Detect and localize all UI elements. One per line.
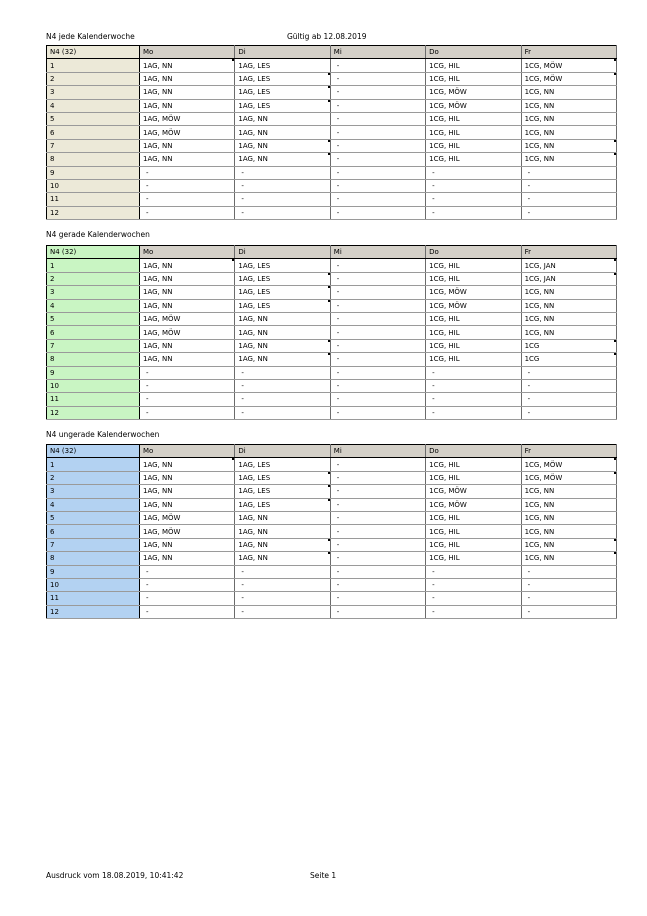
period-number-cell: 1 bbox=[47, 458, 140, 471]
table-cell: 1AG, NN bbox=[140, 498, 235, 511]
period-number-cell: 6 bbox=[47, 525, 140, 538]
table-cell: 1CG, MÖW bbox=[426, 286, 521, 299]
table-cell: - bbox=[521, 193, 616, 206]
table-cell: 1CG, NN bbox=[521, 485, 616, 498]
period-number-cell: 9 bbox=[47, 166, 140, 179]
table-row bbox=[47, 139, 617, 152]
table-row bbox=[47, 179, 617, 192]
period-number-cell: 5 bbox=[47, 312, 140, 325]
table-row bbox=[47, 498, 617, 511]
table-cell: - bbox=[235, 206, 330, 219]
table-cell: 1CG, NN bbox=[521, 99, 616, 112]
table-cell: 1AG, NN bbox=[140, 353, 235, 366]
table-cell: 1CG, HIL bbox=[426, 112, 521, 125]
table-row bbox=[47, 206, 617, 219]
table-row bbox=[47, 538, 617, 551]
period-number-cell: 5 bbox=[47, 511, 140, 524]
table-cell: 1CG, NN bbox=[521, 139, 616, 152]
table-cell: - bbox=[426, 393, 521, 406]
table-cell: 1AG, LES bbox=[235, 471, 330, 484]
column-header: Do bbox=[426, 246, 521, 259]
table-cell: - bbox=[235, 393, 330, 406]
table-cell: - bbox=[330, 272, 425, 285]
table-cell: 1CG, HIL bbox=[426, 339, 521, 352]
column-header: Di bbox=[235, 246, 330, 259]
table-cell: - bbox=[330, 393, 425, 406]
page-number: Seite 1 bbox=[310, 871, 337, 880]
table-row bbox=[47, 511, 617, 524]
table-cell: - bbox=[235, 592, 330, 605]
schedule-table-odd-weeks bbox=[46, 444, 617, 619]
table-cell: 1AG, NN bbox=[235, 139, 330, 152]
table-cell: 1AG, NN bbox=[140, 485, 235, 498]
table-cell: 1AG, LES bbox=[235, 59, 330, 72]
column-header: Mi bbox=[330, 246, 425, 259]
table-cell: - bbox=[330, 565, 425, 578]
table-cell: 1CG, HIL bbox=[426, 153, 521, 166]
table-cell: - bbox=[521, 166, 616, 179]
table-row bbox=[47, 339, 617, 352]
table-cell: 1AG, LES bbox=[235, 259, 330, 272]
table-cell: - bbox=[330, 353, 425, 366]
table-cell: - bbox=[235, 565, 330, 578]
table-cell: - bbox=[235, 166, 330, 179]
table-cell: 1CG, MÖW bbox=[521, 59, 616, 72]
table-cell: 1CG bbox=[521, 353, 616, 366]
column-header: Fr bbox=[521, 445, 616, 458]
table-row bbox=[47, 126, 617, 139]
table-cell: 1CG, HIL bbox=[426, 312, 521, 325]
schedule-table bbox=[46, 45, 617, 220]
column-header: Mi bbox=[330, 445, 425, 458]
table-row bbox=[47, 299, 617, 312]
table-row bbox=[47, 379, 617, 392]
table-cell: 1CG, MÖW bbox=[426, 86, 521, 99]
period-number-cell: 12 bbox=[47, 206, 140, 219]
table-row bbox=[47, 565, 617, 578]
table-cell: - bbox=[426, 366, 521, 379]
table-cell: - bbox=[330, 605, 425, 618]
table-cell: - bbox=[426, 578, 521, 591]
table-cell: - bbox=[140, 592, 235, 605]
table-cell: - bbox=[330, 312, 425, 325]
table-cell: - bbox=[140, 166, 235, 179]
table-cell: 1CG, HIL bbox=[426, 59, 521, 72]
table-cell: 1CG, MÖW bbox=[426, 299, 521, 312]
table-cell: 1CG, NN bbox=[521, 326, 616, 339]
column-header: Mo bbox=[140, 445, 235, 458]
column-header: Do bbox=[426, 445, 521, 458]
table-cell: - bbox=[330, 326, 425, 339]
table-cell: - bbox=[140, 193, 235, 206]
table-cell: 1CG, MÖW bbox=[426, 99, 521, 112]
table-cell: - bbox=[330, 339, 425, 352]
table-cell: - bbox=[330, 112, 425, 125]
period-number-cell: 7 bbox=[47, 139, 140, 152]
table-cell: - bbox=[330, 538, 425, 551]
table-cell: 1AG, MÖW bbox=[140, 326, 235, 339]
table-cell: 1CG, HIL bbox=[426, 511, 521, 524]
table-cell: 1CG, NN bbox=[521, 498, 616, 511]
table-cell: 1CG, NN bbox=[521, 153, 616, 166]
table-cell: 1AG, NN bbox=[140, 458, 235, 471]
table-cell: - bbox=[426, 605, 521, 618]
table-cell: - bbox=[521, 393, 616, 406]
table-cell: - bbox=[330, 99, 425, 112]
table-cell: 1AG, MÖW bbox=[140, 525, 235, 538]
period-number-cell: 12 bbox=[47, 605, 140, 618]
schedule-table bbox=[46, 444, 617, 619]
table-cell: 1AG, LES bbox=[235, 72, 330, 85]
table-cell: 1AG, LES bbox=[235, 286, 330, 299]
table-cell: 1CG, NN bbox=[521, 299, 616, 312]
table-cell: - bbox=[235, 193, 330, 206]
table-cell: - bbox=[140, 393, 235, 406]
table-cell: 1CG, HIL bbox=[426, 552, 521, 565]
period-number-cell: 1 bbox=[47, 59, 140, 72]
table-cell: - bbox=[426, 592, 521, 605]
table-cell: 1AG, NN bbox=[140, 86, 235, 99]
column-header: Mo bbox=[140, 46, 235, 59]
period-number-cell: 3 bbox=[47, 485, 140, 498]
table-cell: - bbox=[140, 366, 235, 379]
table-cell: 1AG, NN bbox=[140, 153, 235, 166]
table-cell: 1CG bbox=[521, 339, 616, 352]
period-number-cell: 10 bbox=[47, 379, 140, 392]
valid-from-label: Gültig ab 12.08.2019 bbox=[287, 32, 367, 41]
table-cell: - bbox=[330, 166, 425, 179]
print-timestamp: Ausdruck vom 18.08.2019, 10:41:42 bbox=[46, 871, 184, 880]
table-cell: 1CG, NN bbox=[521, 538, 616, 551]
period-number-cell: 9 bbox=[47, 366, 140, 379]
table-cell: - bbox=[330, 485, 425, 498]
table-cell: - bbox=[330, 299, 425, 312]
table-row bbox=[47, 59, 617, 72]
table-row bbox=[47, 166, 617, 179]
table-row bbox=[47, 99, 617, 112]
table-cell: 1CG, HIL bbox=[426, 353, 521, 366]
table-cell: - bbox=[235, 379, 330, 392]
table-row bbox=[47, 259, 617, 272]
table-cell: 1AG, NN bbox=[140, 538, 235, 551]
table-row bbox=[47, 272, 617, 285]
table-row bbox=[47, 471, 617, 484]
table-cell: - bbox=[521, 406, 616, 419]
table-cell: 1AG, MÖW bbox=[140, 112, 235, 125]
table-cell: 1CG, HIL bbox=[426, 458, 521, 471]
table-cell: 1AG, NN bbox=[140, 471, 235, 484]
table-row bbox=[47, 286, 617, 299]
table-row bbox=[47, 592, 617, 605]
table-row bbox=[47, 193, 617, 206]
table-cell: 1AG, NN bbox=[235, 312, 330, 325]
table-cell: 1AG, NN bbox=[235, 126, 330, 139]
table-cell: - bbox=[330, 366, 425, 379]
table-cell: 1CG, NN bbox=[521, 86, 616, 99]
table-cell: - bbox=[330, 406, 425, 419]
table-cell: 1AG, LES bbox=[235, 299, 330, 312]
period-number-cell: 8 bbox=[47, 552, 140, 565]
table-cell: 1AG, NN bbox=[140, 59, 235, 72]
table-row bbox=[47, 112, 617, 125]
period-number-cell: 4 bbox=[47, 99, 140, 112]
period-number-cell: 7 bbox=[47, 339, 140, 352]
table-cell: 1AG, NN bbox=[140, 286, 235, 299]
table-cell: - bbox=[330, 153, 425, 166]
table-cell: 1CG, NN bbox=[521, 286, 616, 299]
table-cell: - bbox=[330, 126, 425, 139]
period-number-cell: 5 bbox=[47, 112, 140, 125]
table-cell: 1AG, NN bbox=[140, 99, 235, 112]
section-title-odd-weeks: N4 ungerade Kalenderwochen bbox=[46, 430, 160, 439]
table-cell: 1CG, NN bbox=[521, 112, 616, 125]
table-cell: - bbox=[330, 139, 425, 152]
period-number-cell: 4 bbox=[47, 498, 140, 511]
column-header: Fr bbox=[521, 46, 616, 59]
table-cell: 1AG, NN bbox=[235, 153, 330, 166]
table-cell: - bbox=[330, 498, 425, 511]
period-number-cell: 10 bbox=[47, 578, 140, 591]
table-cell: - bbox=[330, 206, 425, 219]
period-number-cell: 12 bbox=[47, 406, 140, 419]
period-number-cell: 10 bbox=[47, 179, 140, 192]
column-header: Mo bbox=[140, 246, 235, 259]
column-header: Do bbox=[426, 46, 521, 59]
table-cell: - bbox=[330, 458, 425, 471]
table-cell: 1CG, HIL bbox=[426, 326, 521, 339]
table-cell: - bbox=[140, 206, 235, 219]
column-header: N4 (32) bbox=[47, 46, 140, 59]
table-cell: - bbox=[235, 366, 330, 379]
column-header: Di bbox=[235, 445, 330, 458]
table-cell: - bbox=[521, 578, 616, 591]
table-header-row bbox=[47, 46, 617, 59]
table-cell: - bbox=[330, 592, 425, 605]
table-cell: - bbox=[235, 578, 330, 591]
table-cell: 1AG, LES bbox=[235, 86, 330, 99]
table-cell: - bbox=[330, 72, 425, 85]
table-cell: - bbox=[330, 525, 425, 538]
table-cell: 1CG, HIL bbox=[426, 126, 521, 139]
table-cell: 1AG, NN bbox=[140, 299, 235, 312]
period-number-cell: 2 bbox=[47, 471, 140, 484]
table-cell: 1AG, LES bbox=[235, 99, 330, 112]
table-cell: 1CG, NN bbox=[521, 126, 616, 139]
period-number-cell: 4 bbox=[47, 299, 140, 312]
period-number-cell: 3 bbox=[47, 86, 140, 99]
table-cell: - bbox=[426, 179, 521, 192]
table-cell: - bbox=[426, 193, 521, 206]
period-number-cell: 9 bbox=[47, 565, 140, 578]
table-cell: 1AG, LES bbox=[235, 272, 330, 285]
table-cell: 1AG, NN bbox=[140, 259, 235, 272]
table-row bbox=[47, 72, 617, 85]
table-row bbox=[47, 552, 617, 565]
table-cell: 1AG, NN bbox=[235, 552, 330, 565]
table-row bbox=[47, 86, 617, 99]
table-cell: 1AG, NN bbox=[235, 353, 330, 366]
table-cell: - bbox=[426, 166, 521, 179]
table-cell: 1CG, HIL bbox=[426, 471, 521, 484]
table-cell: 1CG, HIL bbox=[426, 538, 521, 551]
table-row bbox=[47, 326, 617, 339]
period-number-cell: 3 bbox=[47, 286, 140, 299]
section-title-even-weeks: N4 gerade Kalenderwochen bbox=[46, 230, 150, 239]
table-cell: 1AG, LES bbox=[235, 485, 330, 498]
table-cell: - bbox=[426, 206, 521, 219]
table-cell: 1AG, NN bbox=[235, 112, 330, 125]
table-row bbox=[47, 366, 617, 379]
table-cell: - bbox=[330, 286, 425, 299]
table-cell: - bbox=[426, 379, 521, 392]
table-cell: 1AG, NN bbox=[235, 511, 330, 524]
table-cell: 1CG, HIL bbox=[426, 525, 521, 538]
table-cell: - bbox=[235, 406, 330, 419]
period-number-cell: 6 bbox=[47, 126, 140, 139]
table-cell: 1AG, LES bbox=[235, 458, 330, 471]
table-cell: 1CG, JAN bbox=[521, 272, 616, 285]
table-cell: 1CG, MÖW bbox=[426, 498, 521, 511]
table-cell: - bbox=[521, 592, 616, 605]
table-header-row bbox=[47, 246, 617, 259]
table-cell: - bbox=[330, 193, 425, 206]
table-cell: 1CG, NN bbox=[521, 552, 616, 565]
table-cell: 1AG, LES bbox=[235, 498, 330, 511]
period-number-cell: 11 bbox=[47, 193, 140, 206]
table-cell: - bbox=[521, 206, 616, 219]
period-number-cell: 6 bbox=[47, 326, 140, 339]
table-cell: - bbox=[330, 471, 425, 484]
table-cell: 1CG, JAN bbox=[521, 259, 616, 272]
table-cell: 1CG, MÖW bbox=[521, 72, 616, 85]
table-header-row bbox=[47, 445, 617, 458]
section-title-weekly: N4 jede Kalenderwoche bbox=[46, 32, 135, 41]
table-cell: - bbox=[330, 59, 425, 72]
table-cell: - bbox=[140, 179, 235, 192]
column-header: Di bbox=[235, 46, 330, 59]
period-number-cell: 8 bbox=[47, 353, 140, 366]
column-header: Mi bbox=[330, 46, 425, 59]
table-cell: 1AG, NN bbox=[140, 552, 235, 565]
table-row bbox=[47, 312, 617, 325]
period-number-cell: 11 bbox=[47, 393, 140, 406]
table-cell: - bbox=[330, 179, 425, 192]
table-cell: 1CG, NN bbox=[521, 312, 616, 325]
table-cell: - bbox=[330, 578, 425, 591]
table-cell: - bbox=[426, 565, 521, 578]
table-cell: - bbox=[140, 578, 235, 591]
table-row bbox=[47, 485, 617, 498]
period-number-cell: 7 bbox=[47, 538, 140, 551]
period-number-cell: 11 bbox=[47, 592, 140, 605]
column-header: N4 (32) bbox=[47, 246, 140, 259]
period-number-cell: 2 bbox=[47, 72, 140, 85]
table-cell: - bbox=[521, 179, 616, 192]
table-cell: - bbox=[330, 86, 425, 99]
table-cell: 1CG, MÖW bbox=[521, 458, 616, 471]
table-cell: - bbox=[235, 179, 330, 192]
table-cell: 1AG, NN bbox=[140, 72, 235, 85]
schedule-table bbox=[46, 245, 617, 420]
table-cell: 1CG, HIL bbox=[426, 72, 521, 85]
column-header: Fr bbox=[521, 246, 616, 259]
table-cell: - bbox=[140, 379, 235, 392]
table-cell: 1AG, NN bbox=[140, 139, 235, 152]
table-cell: 1AG, NN bbox=[140, 272, 235, 285]
table-cell: 1CG, HIL bbox=[426, 139, 521, 152]
table-cell: - bbox=[140, 605, 235, 618]
table-cell: - bbox=[521, 605, 616, 618]
table-cell: - bbox=[140, 565, 235, 578]
table-cell: - bbox=[140, 406, 235, 419]
table-cell: - bbox=[330, 379, 425, 392]
table-row bbox=[47, 605, 617, 618]
table-cell: 1AG, MÖW bbox=[140, 126, 235, 139]
table-row bbox=[47, 353, 617, 366]
table-cell: 1CG, NN bbox=[521, 525, 616, 538]
table-cell: 1CG, HIL bbox=[426, 259, 521, 272]
table-cell: - bbox=[521, 565, 616, 578]
table-row bbox=[47, 458, 617, 471]
table-row bbox=[47, 406, 617, 419]
table-cell: 1AG, MÖW bbox=[140, 312, 235, 325]
table-cell: 1AG, NN bbox=[235, 525, 330, 538]
table-cell: - bbox=[521, 379, 616, 392]
schedule-table-weekly bbox=[46, 45, 617, 220]
table-cell: - bbox=[235, 605, 330, 618]
period-number-cell: 2 bbox=[47, 272, 140, 285]
column-header: N4 (32) bbox=[47, 445, 140, 458]
table-cell: - bbox=[330, 552, 425, 565]
table-cell: 1CG, MÖW bbox=[426, 485, 521, 498]
table-cell: 1AG, NN bbox=[140, 339, 235, 352]
table-cell: 1AG, NN bbox=[235, 538, 330, 551]
period-number-cell: 1 bbox=[47, 259, 140, 272]
table-cell: 1CG, NN bbox=[521, 511, 616, 524]
table-row bbox=[47, 153, 617, 166]
table-cell: 1AG, NN bbox=[235, 326, 330, 339]
table-cell: 1AG, MÖW bbox=[140, 511, 235, 524]
table-row bbox=[47, 525, 617, 538]
table-cell: 1CG, MÖW bbox=[521, 471, 616, 484]
table-cell: - bbox=[521, 366, 616, 379]
table-cell: 1CG, HIL bbox=[426, 272, 521, 285]
table-cell: - bbox=[426, 406, 521, 419]
table-cell: 1AG, NN bbox=[235, 339, 330, 352]
period-number-cell: 8 bbox=[47, 153, 140, 166]
table-cell: - bbox=[330, 511, 425, 524]
table-cell: - bbox=[330, 259, 425, 272]
schedule-table-even-weeks bbox=[46, 245, 617, 420]
table-row bbox=[47, 578, 617, 591]
table-row bbox=[47, 393, 617, 406]
